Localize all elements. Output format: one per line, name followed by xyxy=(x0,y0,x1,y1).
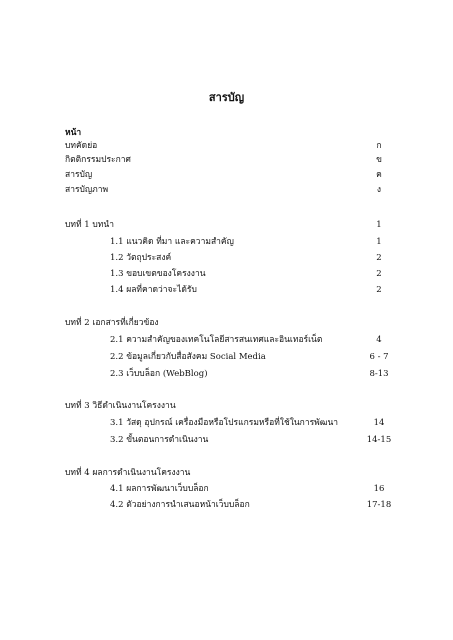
toc-entry-label: สารบัญ xyxy=(65,170,93,180)
section-entry xyxy=(0,498,453,512)
section-entry xyxy=(0,350,453,364)
section-label: 4.1 ผลการพัฒนาเว็บบล็อก xyxy=(110,484,209,494)
toc-entry-label: สารบัญภาพ xyxy=(65,185,109,195)
chapter-label: บทที่ 4 ผลการดำเนินงานโครงงาน xyxy=(65,468,191,478)
section-page: 14-15 xyxy=(366,435,392,445)
section-label: 1.1 แนวคิด ที่มา และความสำคัญ xyxy=(110,237,234,247)
toc-entry-page: ก xyxy=(376,141,382,151)
section-entry xyxy=(0,283,453,297)
toc-entry-page: ง xyxy=(376,185,382,195)
section-entry xyxy=(0,251,453,265)
section-label: 1.3 ขอบเขตของโครงงาน xyxy=(110,269,206,279)
section-label: 3.1 วัสดุ อุปกรณ์ เครื่องมือหรือโปรแกรมหรือที่ใช้ในการพัฒนา xyxy=(110,418,339,428)
section-label: 2.2 ข้อมูลเกี่ยวกับสื่อสังคม Social Media xyxy=(110,352,266,362)
toc-entry-page: ข xyxy=(376,155,382,165)
toc-entry xyxy=(0,153,453,167)
chapter-entry xyxy=(0,218,453,232)
page-title: สารบัญ xyxy=(208,91,245,104)
section-page: 2 xyxy=(376,269,382,279)
chapter-entry xyxy=(0,316,453,330)
section-label: 1.2 วัตถุประสงค์ xyxy=(110,253,172,263)
section-entry xyxy=(0,416,453,430)
chapter-entry xyxy=(0,399,453,413)
section-page: 17-18 xyxy=(366,500,392,510)
section-label: 1.4 ผลที่คาดว่าจะได้รับ xyxy=(110,285,197,295)
chapter-label: บทที่ 2 เอกสารที่เกี่ยวข้อง xyxy=(65,318,159,328)
toc-entry-label: บทคัดย่อ xyxy=(65,141,98,151)
toc-entry-page: ค xyxy=(376,170,382,180)
chapter-page: 1 xyxy=(376,220,382,230)
chapter-label: บทที่ 3 วิธีดำเนินงานโครงงาน xyxy=(65,401,176,411)
section-page: 2 xyxy=(376,285,382,295)
toc-entry xyxy=(0,183,453,197)
section-entry xyxy=(0,267,453,281)
section-entry xyxy=(0,235,453,249)
section-page: 8-13 xyxy=(369,369,389,379)
section-page: 6 - 7 xyxy=(369,352,389,362)
section-entry xyxy=(0,482,453,496)
section-entry xyxy=(0,367,453,381)
toc-entry xyxy=(0,139,453,153)
section-page: 14 xyxy=(373,418,385,428)
section-entry xyxy=(0,433,453,447)
toc-entry-label: กิตติกรรมประกาศ xyxy=(65,155,131,165)
toc-entry xyxy=(0,168,453,182)
section-label: 3.2 ขั้นตอนการดำเนินงาน xyxy=(110,435,209,445)
page-column-header: หน้า xyxy=(65,128,82,138)
section-page: 1 xyxy=(376,237,382,247)
section-entry xyxy=(0,333,453,347)
section-label: 2.3 เว็บบล็อก (WebBlog) xyxy=(110,369,208,379)
chapter-entry xyxy=(0,466,453,480)
section-label: 4.2 ตัวอย่างการนำเสนอหน้าเว็บบล็อก xyxy=(110,500,250,510)
section-page: 2 xyxy=(376,253,382,263)
section-label: 2.1 ความสำคัญของเทคโนโลยีสารสนเทศและอินเทอร์เน็ต xyxy=(110,335,323,345)
section-page: 16 xyxy=(373,484,385,494)
section-page: 4 xyxy=(376,335,382,345)
chapter-label: บทที่ 1 บทนำ xyxy=(65,220,114,230)
